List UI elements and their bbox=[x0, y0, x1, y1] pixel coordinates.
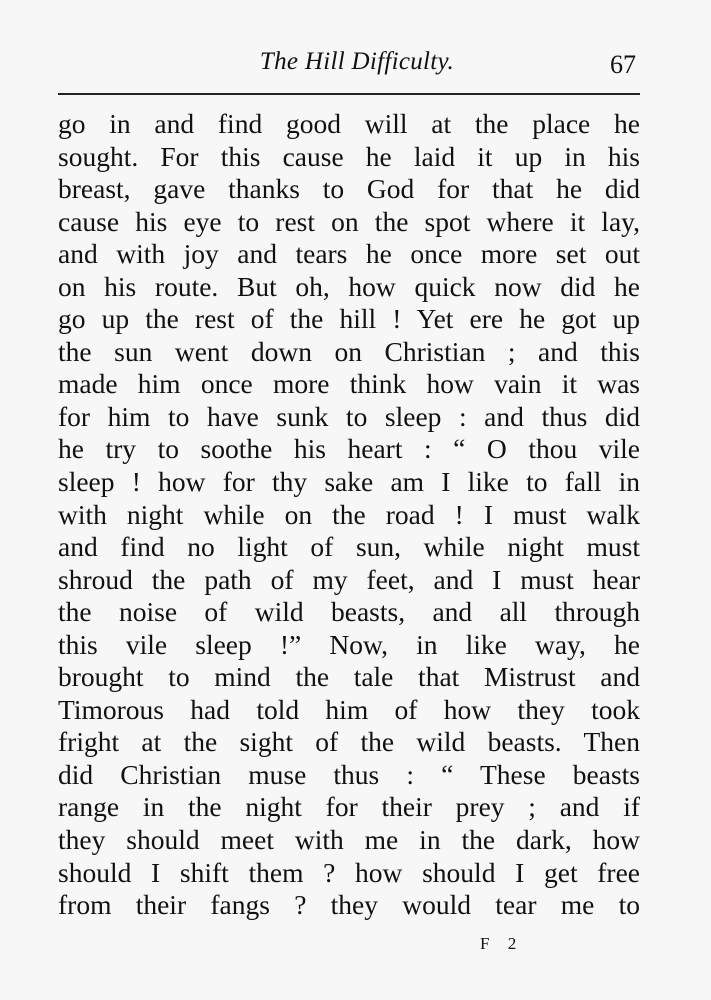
text-line: sought. For this cause he laid it up in his bbox=[58, 140, 640, 172]
text-line: go up the rest of the hill ! Yet ere he got up bbox=[58, 303, 640, 335]
text-line: should I shift them ? how should I get free bbox=[58, 856, 640, 888]
header-rule bbox=[58, 93, 640, 95]
text-line: from their fangs ? they would tear me to bbox=[58, 889, 640, 921]
text-line: this vile sleep !” Now, in like way, he bbox=[58, 628, 640, 660]
text-line: range in the night for their prey ; and if bbox=[58, 791, 640, 823]
running-head bbox=[58, 44, 640, 84]
text-line: he try to soothe his heart : “ O thou vile bbox=[58, 433, 640, 465]
text-line: made him once more think how vain it was bbox=[58, 368, 640, 400]
text-line: fright at the sight of the wild beasts. Then bbox=[58, 726, 640, 758]
body-text bbox=[58, 108, 640, 922]
page-number: 67 bbox=[610, 50, 636, 79]
text-line: the noise of wild beasts, and all through bbox=[58, 596, 640, 628]
text-line: on his route. But oh, how quick now did he bbox=[58, 270, 640, 302]
text-line: Timorous had told him of how they took bbox=[58, 693, 640, 725]
text-line: and with joy and tears he once more set out bbox=[58, 238, 640, 270]
text-line: did Christian muse thus : “ These beasts bbox=[58, 758, 640, 790]
signature-mark: F 2 bbox=[480, 934, 524, 953]
text-line: for him to have sunk to sleep : and thus did bbox=[58, 400, 640, 432]
text-line: shroud the path of my feet, and I must hear bbox=[58, 563, 640, 595]
text-line: go in and find good will at the place he bbox=[58, 108, 640, 139]
text-line: breast, gave thanks to God for that he did bbox=[58, 173, 640, 205]
running-title: The Hill Difficulty. bbox=[259, 48, 455, 75]
text-line: and find no light of sun, while night must bbox=[58, 531, 640, 563]
text-line: they should meet with me in the dark, how bbox=[58, 824, 640, 856]
text-line: sleep ! how for thy sake am I like to fall in bbox=[58, 466, 640, 498]
text-line: cause his eye to rest on the spot where it lay, bbox=[58, 205, 640, 237]
text-line: the sun went down on Christian ; and this bbox=[58, 335, 640, 367]
text-line: with night while on the road ! I must walk bbox=[58, 498, 640, 530]
text-line: brought to mind the tale that Mistrust and bbox=[58, 661, 640, 693]
